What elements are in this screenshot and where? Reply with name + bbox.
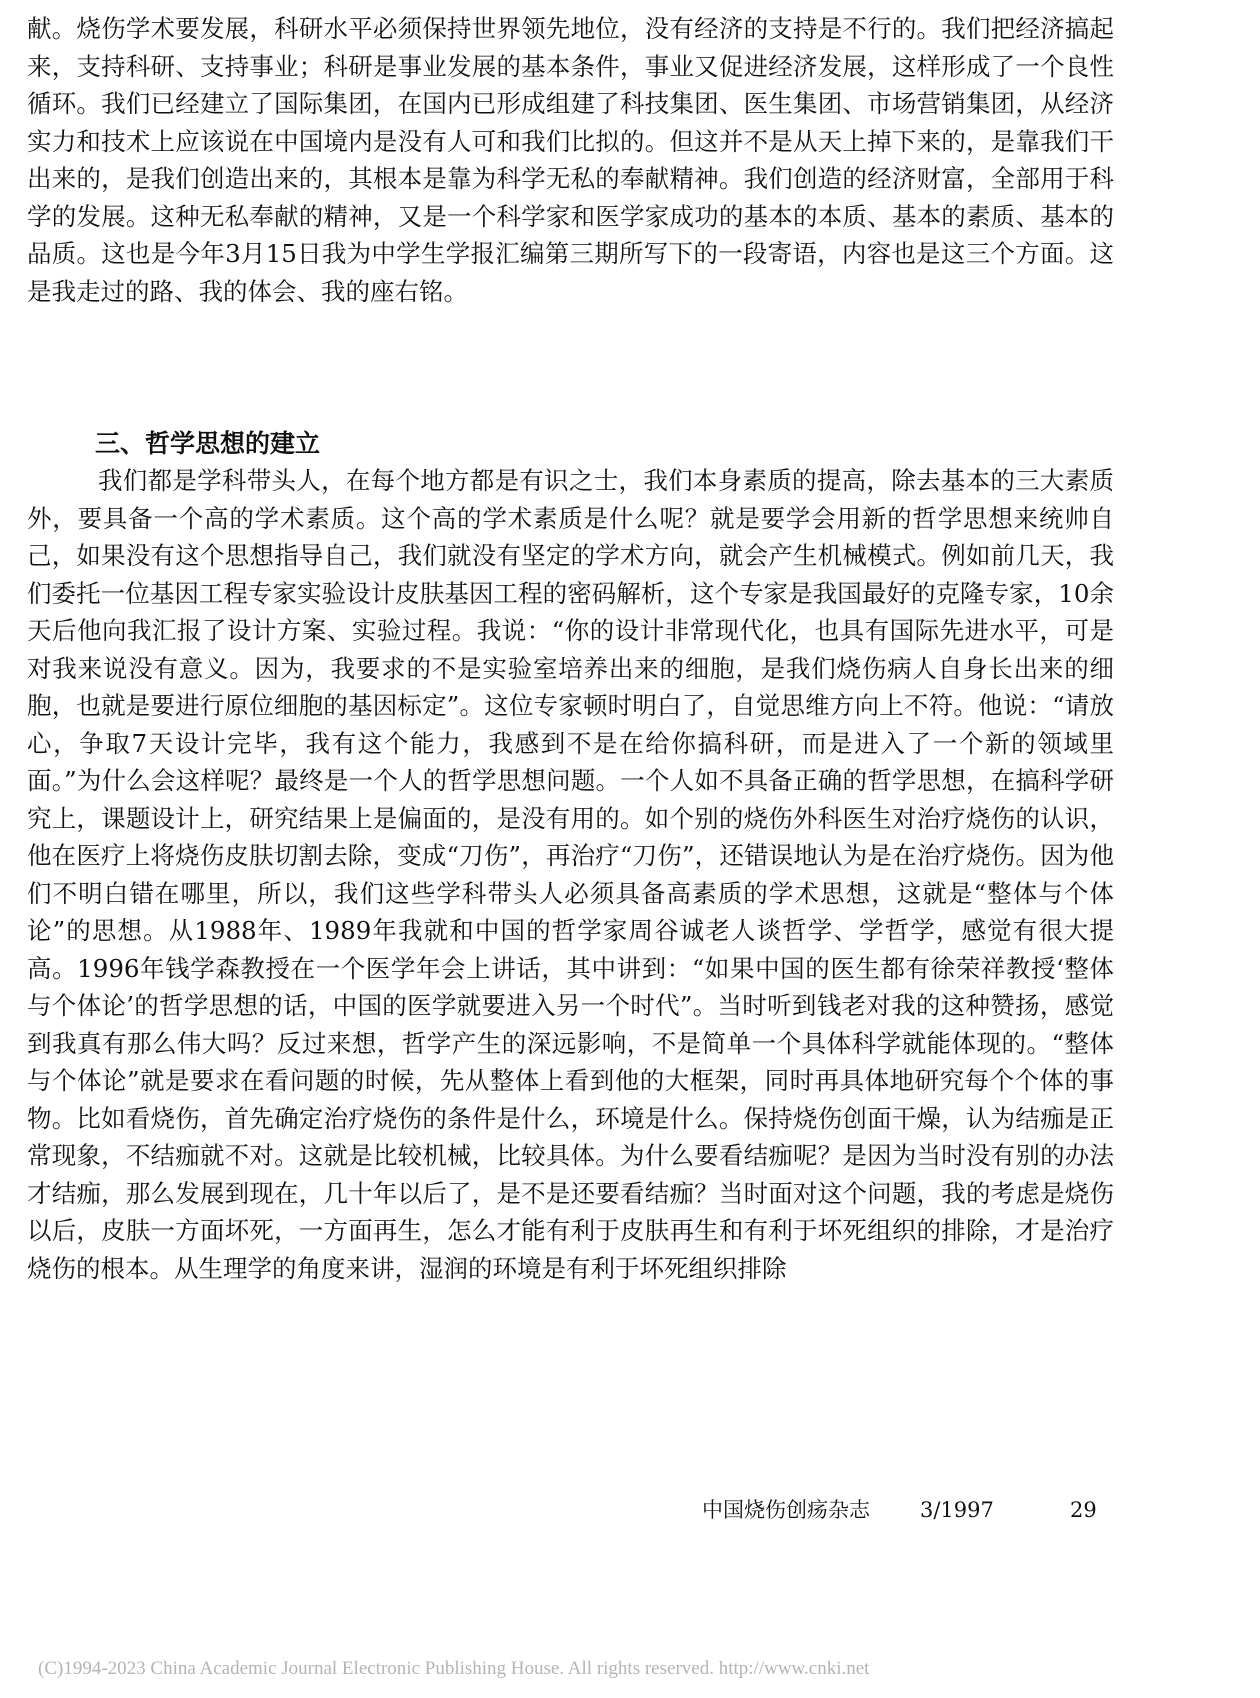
body-paragraph-2: 我们都是学科带头人，在每个地方都是有识之士，我们本身素质的提高，除去基本的三大素质外，要具备一个高的学术素质。这个高的学术素质是什么呢？就是要学会用新的哲学思想来统帅自己，如果没有这个思想指导自己，我们就没有坚定的学术方向，就会产生机械模式。例如前几天，我们委托一位基因工程专家实验设计皮肤基因工程的密码解析，这个专家是我国最好的克隆专家，10余天后他向我汇报了设计方案、实验过程。我说：“你的设计非常现代化，也具有国际先进水平，可是对我来说没有意义。因为，我要求的不是实验室培养出来的细胞，是我们烧伤病人自身长出来的细胞，也就是要进行原位细胞的基因标定”。这位专家顿时明白了，自觉思维方向上不符。他说：“请放心，争取7天设计完毕，我有这个能力，我感到不是在给你搞科研，而是进入了一个新的领域里面。”为什么会这样呢？最终是一个人的哲学思想问题。一个人如不具备正确的哲学思想，在搞科学研究上，课题设计上，研究结果上是偏面的，是没有用的。如个别的烧伤外科医生对治疗烧伤的认识，他在医疗上将烧伤皮肤切割去除，变成“刀伤”，再治疗“刀伤”，还错误地认为是在治疗烧伤。因为他们不明白错在哪里，所以，我们这些学科带头人必须具备高素质的学术思想，这就是“整体与个体论”的思想。从1988年、1989年我就和中国的哲学家周谷诚老人谈哲学、学哲学，感觉有很大提高。1996年钱学森教授在一个医学年会上讲话，其中讲到：“如果中国的医生都有徐荣祥教授‘整体与个体论’的哲学思想的话，中国的医学就要进入另一个时代”。当时听到钱老对我的这种赞扬，感觉到我真有那么伟大吗？反过来想，哲学产生的深远影响，不是简单一个具体科学就能体现的。“整体与个体论”就是要求在看问题的时候，先从整体上看到他的大框架，同时再具体地研究每个个体的事物。比如看烧伤，首先确定治疗烧伤的条件是什么，环境是什么。保持烧伤创面干燥，认为结痂是正常现象，不结痂就不对。这就是比较机械，比较具体。为什么要看结痂呢？是因为当时没有别的办法才结痂，那么发展到现在，几十年以后了，是不是还要看结痂？当时面对这个问题，我的考虑是烧伤以后，皮肤一方面坏死，一方面再生，怎么才能有利于皮肤再生和有利于坏死组织的排除，才是治疗烧伤的根本。从生理学的角度来讲，湿润的环境是有利于坏死组织排除 <box>27 466 1114 1283</box>
section-heading: 三、哲学思想的建立 <box>95 429 321 458</box>
copyright-notice: (C)1994-2023 China Academic Journal Electronic Publishing House. All rights reserved. http://www.cnki.net <box>38 1658 870 1679</box>
body-paragraph-1: 献。烧伤学术要发展，科研水平必须保持世界领先地位，没有经济的支持是不行的。我们把经济搞起来，支持科研、支持事业；科研是事业发展的基本条件，事业又促进经济发展，这样形成了一个良性循环。我们已经建立了国际集团，在国内已形成组建了科技集团、医生集团、市场营销集团，从经济实力和技术上应该说在中国境内是没有人可和我们比拟的。但这并不是从天上掉下来的，是靠我们干出来的，是我们创造出来的，其根本是靠为科学无私的奉献精神。我们创造的经济财富，全部用于科学的发展。这种无私奉献的精神，又是一个科学家和医学家成功的基本的本质、基本的素质、基本的品质。这也是今年3月15日我为中学生学报汇编第三期所写下的一段寄语，内容也是这三个方面。这是我走过的路、我的体会、我的座右铭。 <box>27 14 1114 306</box>
page-number: 29 <box>1070 1498 1097 1522</box>
footer-issue: 3/1997 <box>920 1498 994 1522</box>
footer-journal-name: 中国烧伤创疡杂志 <box>702 1498 870 1522</box>
